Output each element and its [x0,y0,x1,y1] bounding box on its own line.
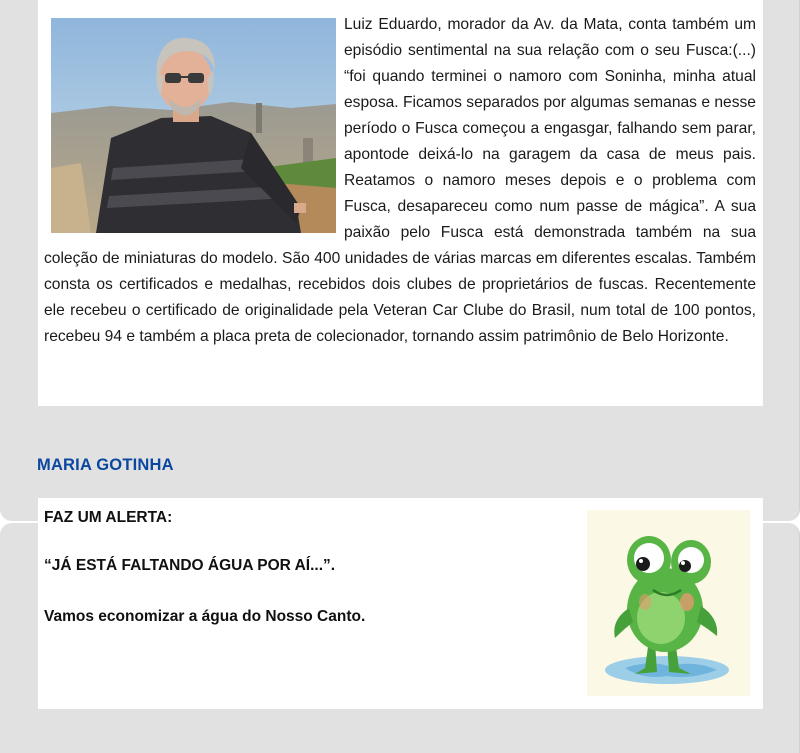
alert-heading: FAZ UM ALERTA: [44,509,173,526]
story-paragraph [44,12,756,350]
alert-card [38,498,763,709]
alert-message: Vamos economizar a água do Nosso Canto. [44,608,366,625]
alert-quote: “JÁ ESTÁ FALTANDO ÁGUA POR AÍ...”. [44,557,336,574]
story-text: Luiz Eduardo, morador da Av. da Mata, conta também um episódio sentimental na sua relação com o seu Fusca:(...) “foi quando terminei o namoro com Soninha, minha atual esposa. Ficamos separados por algumas semanas e nesse período o Fusca começou a engasgar, falhando sem parar, apontode deixá-lo na garagem da casa de meus pais. Reatamos o namoro meses depois e o problema com Fusca, desapareceu como num passe de mágica”. A sua paixão pelo Fusca está demonstrada também na sua coleção de miniaturas do modelo. São 400 unidades de várias marcas em diferentes escalas. Também consta os certificados e medalhas, recebidos dois clubes de proprietários de fuscas. Recentemente ele recebeu o certificado de originalidade pela Veteran Car Clube do Brasil, num total de 100 pontos, recebeu 94 e também a placa preta de colecionador, tornando assim patrimônio de Belo Horizonte. [44,16,756,345]
frog-illustration [587,510,750,696]
photo-float-spacer [44,12,344,244]
section-title: MARIA GOTINHA [37,456,174,474]
story-card [38,0,763,406]
